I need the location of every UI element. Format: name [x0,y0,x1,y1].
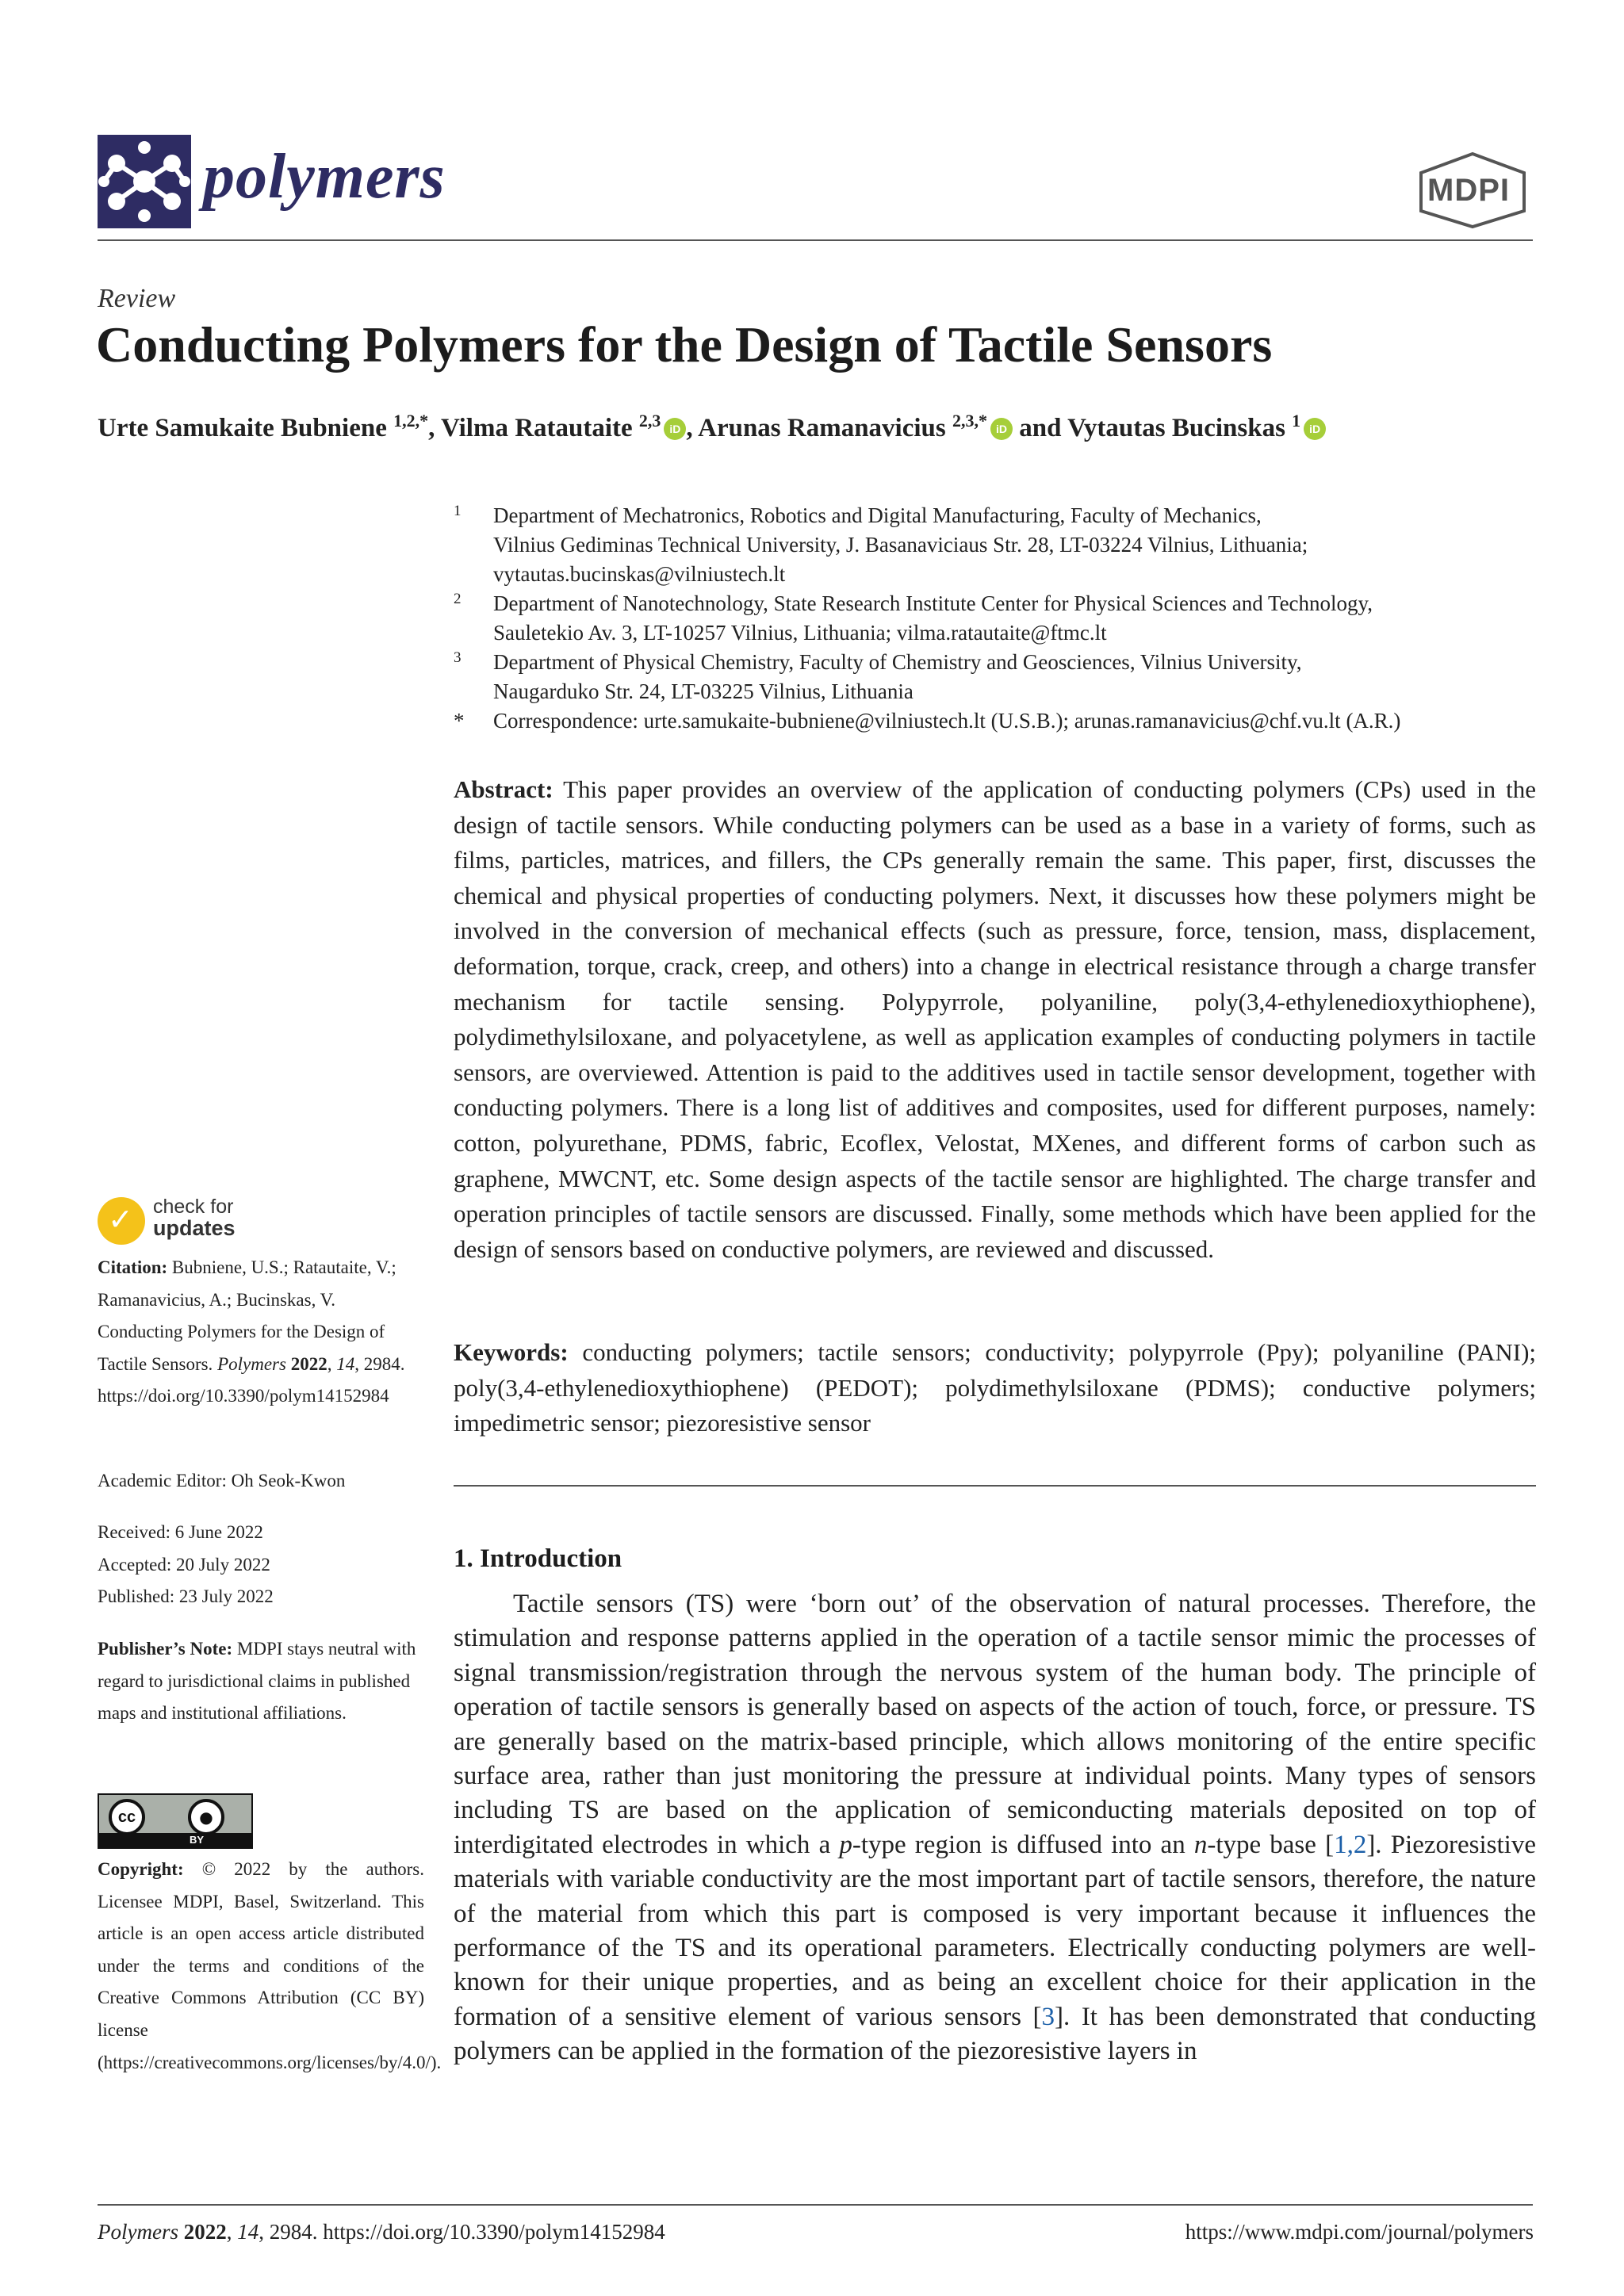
copyright-text: © 2022 by the authors. Licensee MDPI, Basel, Switzerland. This article is an open access article distributed under the terms and conditions of the Creative Commons Attribution (CC BY) license (https://creativecommons.org/licenses/by/4.0/). [98,1859,442,2072]
keywords [454,1335,1536,1441]
footer-citation: Polymers 2022, 14, 2984. https://doi.org/10.3390/polym14152984 [98,2220,665,2244]
citation-block: Citation: Bubniene, U.S.; Ratautaite, V.; Ramanavicius, A.; Bucinskas, V. Conducting Polymers for the Design of Tactile Sensors. Polymers 2022, 14, 2984. https://doi.org/10.3390/polym14152984 [98,1257,405,1406]
author-affiliation-marker: 1,2,* [393,411,429,430]
academic-editor: Academic Editor: Oh Seok-Kwon [98,1471,346,1490]
footer-journal: Polymers [98,2220,178,2244]
author-affiliation-marker: 1 [1292,411,1301,430]
citation-label: Citation: [98,1257,168,1277]
cc-by-license-badge[interactable] [98,1793,253,1849]
intro-n-type: n [1193,1830,1208,1859]
orcid-icon[interactable]: iD [990,418,1013,440]
orcid-icon[interactable]: iD [664,418,686,440]
author-name: Vilma Ratautaite [441,414,633,442]
cc-by-label: BY [99,1833,251,1847]
article-type: Review [98,284,176,313]
author-separator: , [686,414,699,442]
published-date: Published: 23 July 2022 [98,1586,274,1607]
attribution-person-icon: ● [188,1799,224,1835]
affiliation-line: Department of Nanotechnology, State Research Institute Center for Physical Sciences and Technology, [493,591,1373,615]
section-divider [454,1485,1536,1487]
author-name: Arunas Ramanavicius [698,414,946,442]
mdpi-logo[interactable] [1413,151,1532,230]
citation-text: Bubniene, U.S.; Ratautaite, V.; Ramanavicius, A.; Bucinskas, V. Conducting Polymers for the Design of Tactile Sensors. [98,1257,396,1374]
affiliations [454,501,1536,736]
affiliation-3 [454,648,1536,706]
updates-label-line1: check for [153,1196,234,1218]
journal-name: polymers [203,142,446,212]
abstract [454,772,1536,1267]
author-name: Vytautas Bucinskas [1067,414,1285,442]
affiliation-2 [454,589,1536,648]
intro-text-5: ]. It has been demonstrated that conducting polymers can be applied in the formation of the piezoresistive layers in [454,2002,1536,2066]
polymers-molecule-icon [98,135,191,228]
affiliation-number: 3 [454,649,462,666]
citation-journal: Polymers [217,1353,286,1374]
footer-year: 2022 [183,2220,227,2244]
cc-icon: cc [109,1799,145,1835]
affiliation-1 [454,501,1536,589]
author-list [98,411,1326,443]
orcid-icon[interactable]: iD [1304,418,1326,440]
citation-doi[interactable]: , 2984. https://doi.org/10.3390/polym14152984 [98,1353,405,1406]
updates-label-line2: updates [153,1216,236,1240]
article-title: Conducting Polymers for the Design of Tactile Sensors [96,316,1273,373]
author-name: Urte Samukaite Bubniene [98,414,387,442]
footer-volume: 14 [237,2220,259,2244]
correspondence-star: * [454,709,465,733]
author-separator: , [428,414,442,442]
affiliation-line: Department of Physical Chemistry, Faculty of Chemistry and Geosciences, Vilnius University, [493,650,1302,674]
intro-text-3: -type base [ [1207,1830,1335,1859]
accepted-date: Accepted: 20 July 2022 [98,1554,270,1575]
copyright-notice [98,1854,442,2079]
publishers-note [98,1633,424,1730]
affiliation-number: 2 [454,591,462,607]
affiliation-line: Vilnius Gediminas Technical University, J. Basanaviciaus Str. 28, LT-03224 Vilnius, Lithuania; [493,533,1308,557]
author-affiliation-marker: 2,3 [638,411,661,430]
pubnote-label: Publisher’s Note: [98,1639,233,1659]
intro-text-2: -type region is diffused into an [852,1830,1194,1859]
journal-logo [98,135,191,228]
introduction-paragraph [454,1587,1536,2069]
checkmark-icon: ✓ [108,1202,133,1237]
intro-text-4: ]. Piezoresistive materials with variable conductivity are the most important part of tactile sensors, therefore, the nature of the material from which this part is composed is very important because it influences the performance of the TS and its operational parameters. Electrically conducting polymers are well-known for their unique properties, and as being an excellent choice for their application in the formation of a sensitive element of various sensors [ [454,1830,1536,2031]
check-for-updates-button[interactable] [98,1196,288,1246]
affiliation-line: vytautas.bucinskas@vilniustech.lt [493,562,786,586]
intro-p-type: p [839,1830,852,1859]
citation-volume: 14 [336,1353,355,1374]
section-heading-introduction: 1. Introduction [454,1544,622,1573]
affiliation-line: Department of Mechatronics, Robotics and Digital Manufacturing, Faculty of Mechanics, [493,503,1262,527]
pubnote-text: MDPI stays neutral with regard to jurisdictional claims in published maps and institutional affiliations. [98,1639,416,1724]
abstract-label: Abstract: [454,775,553,803]
correspondence-text[interactable]: Correspondence: urte.samukaite-bubniene@vilniustech.lt (U.S.B.); arunas.ramanavicius@chf.vu.lt (A.R.) [493,709,1401,733]
mdpi-logo-text: MDPI [1427,173,1510,208]
keywords-text: conducting polymers; tactile sensors; conductivity; polypyrrole (Ppy); polyaniline (PANI); poly(3,4-ethylenedioxythiophene) (PEDOT); polydimethylsiloxane (PDMS); conductive polymers; impedimetric sensor; piezoresistive sensor [454,1338,1537,1437]
author-separator: and [1013,414,1068,442]
footer-divider [98,2204,1533,2206]
copyright-label: Copyright: [98,1859,184,1879]
publication-dates [98,1517,424,1613]
intro-text-1: Tactile sensors (TS) were ‘born out’ of the observation of natural processes. Therefore, the stimulation and response patterns applied in the operation of a tactile sensor mimic the processes of signal transmission/registration through the nervous system of the human body. The principle of operation of tactile sensors is generally based on aspects of the action of touch, force, or pressure. TS are generally based on the matrix-based principle, which allows monitoring of the entire specific surface area, rather than just monitoring the pressure at individual points. Many types of sensors including TS are based on the application of semiconducting materials deposited on top of interdigitated electrodes in which a [454,1590,1536,1859]
affiliation-line: Sauletekio Av. 3, LT-10257 Vilnius, Lithuania; vilma.ratautaite@ftmc.lt [493,621,1107,645]
received-date: Received: 6 June 2022 [98,1522,263,1542]
author-affiliation-marker: 2,3,* [952,411,987,430]
header-divider [98,239,1533,241]
footer-journal-url[interactable]: https://www.mdpi.com/journal/polymers [1185,2220,1534,2244]
affiliation-number: 1 [454,503,462,519]
keywords-label: Keywords: [454,1338,569,1366]
affiliation-line: Naugarduko Str. 24, LT-03225 Vilnius, Lithuania [493,679,914,703]
footer-doi-link[interactable]: , 2984. https://doi.org/10.3390/polym14152984 [259,2220,665,2244]
citation-link-3[interactable]: 3 [1041,2002,1055,2031]
correspondence [454,706,1536,736]
abstract-text: This paper provides an overview of the application of conducting polymers (CPs) used in the design of tactile sensors. While conducting polymers can be used as a base in a variety of forms, such as films, particles, matrices, and fillers, the CPs generally remain the same. This paper, first, discusses the chemical and physical properties of conducting polymers. Next, it discusses how these polymers might be involved in the conversion of mechanical effects (such as pressure, force, tension, mass, displacement, deformation, torque, crack, creep, and others) into a change in electrical resistance through a charge transfer mechanism for tactile sensing. Polypyrrole, polyaniline, poly(3,4-ethylenedioxythiophene), polydimethylsiloxane, and polyacetylene, as well as application examples of conducting polymers in tactile sensors, are overviewed. Attention is paid to the additives used in tactile sensor development, together with conducting polymers. There is a long list of additives and composites, used for different purposes, namely: cotton, polyurethane, PDMS, fabric, Ecoflex, Velostat, MXenes, and different forms of carbon such as graphene, MWCNT, etc. Some design aspects of the tactile sensor are highlighted. The charge transfer and operation principles of tactile sensors are discussed. Finally, some methods which have been applied for the design of sensors based on conductive polymers, are reviewed and discussed. [454,775,1536,1263]
citation-link-1-2[interactable]: 1,2 [1334,1830,1367,1859]
citation-year: 2022 [290,1353,327,1374]
